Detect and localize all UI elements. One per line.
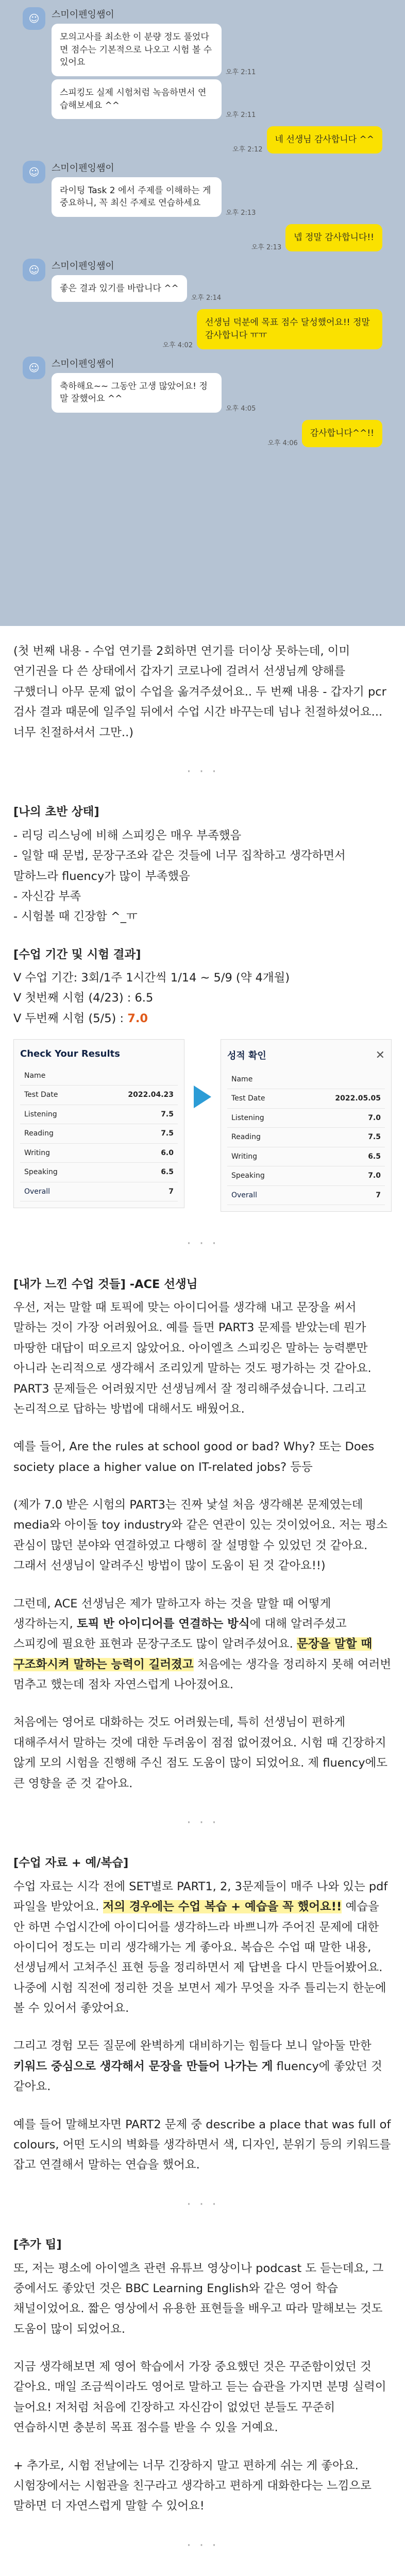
chat-message-right [23, 126, 382, 154]
review-article [0, 626, 405, 2576]
sender-name: 스미이펜잉쌤이 [52, 358, 114, 369]
section-body: 그리고 경험 모든 질문에 완벽하게 대비하기는 힘들다 보니 알아둘 만한 키워드 중심으로 생각해서 문장을 만들어 나가는 게 fluency에 좋았던 것 같아요. [13, 2039, 382, 2094]
profile-avatar-icon[interactable]: ☺ [23, 259, 45, 281]
intro-paragraph: (첫 번째 내용 - 수업 연기를 2회하면 연기를 더이상 못하는데, 이미 연기권을 다 쓴 상태에서 갑자기 코로나에 걸려서 선생님께 양해를 구했더니 아무 문제 없이 수업을 옮겨주셨어요.. 두 번째 내용 - 갑자기 pcr 검사 결과 때문에 일주일 뒤에서 수업 시간 바꾸는데 넘나 친절하셨어요... 너무 친절하셔서 그만..) [13, 645, 386, 739]
final-score: 7.0 [127, 1011, 148, 1025]
section-body: 예를 들어 말해보자면 PART2 문제 중 describe a place that was full of colours, 어떤 도시의 벽화를 생각하면서 색, 디자인, 분위기 등의 키워드를 잡고 연결해서 말하는 연습을 했어요. [13, 2117, 391, 2172]
chat-bubble: 축하해요~~ 그동안 고생 많았어요! 정말 잘했어요 ^^ [52, 373, 222, 413]
score-report-first [13, 1039, 184, 1208]
close-icon[interactable]: ✕ [375, 1049, 385, 1062]
chat-bubble: 모의고사를 최소한 이 분량 정도 풀었다면 점수는 기본적으로 나오고 시험 볼 수 있어요 [52, 24, 222, 76]
section-title: [수업 자료 + 예/복습] [13, 1856, 129, 1870]
score-report-comparison [13, 1039, 392, 1212]
message-time: 오후 2:13 [226, 209, 256, 217]
score-report-title: Check Your Results [20, 1048, 120, 1060]
message-time: 오후 4:02 [162, 341, 193, 349]
chat-bubble-mine: 선생님 덕분에 목표 점수 달성했어요!! 정말 감사합니다 ㅠㅠ [197, 309, 382, 349]
chat-screenshot [0, 0, 405, 626]
chat-bubble: 좋은 결과 있기를 바랍니다 ^^ [52, 275, 187, 302]
table-row: Writing 6.0 [20, 1143, 178, 1163]
results-list: V 수업 기간: 3회/1주 1시간씩 1/14 ~ 5/9 (약 4개월) V 첫번째 시험 (4/23) : 6.5 V 두번째 시험 (5/5) : [13, 971, 290, 1025]
message-time: 오후 4:06 [267, 439, 298, 447]
chat-message-right [23, 309, 382, 349]
score-report-title: 성적 확인 [227, 1050, 266, 1061]
section-body: - 리딩 리스닝에 비해 스피킹은 매우 부족했음 - 일할 때 문법, 문장구조와 같은 것들에 너무 집착하고 생각하면서 말하느라 fluency가 많이 부족했음 - 자신감 부족 - 시험볼 때 긴장함 ^_ㅠ [13, 828, 346, 924]
section-body [13, 968, 392, 1029]
message-time: 오후 4:05 [226, 404, 256, 413]
chat-message-left [23, 7, 382, 119]
emphasis-text: 키워드 중심으로 생각해서 문장을 만들어 나가는 게 [13, 2059, 273, 2073]
table-row: Reading 7.5 [227, 1128, 385, 1147]
profile-avatar-icon[interactable]: ☺ [23, 357, 45, 379]
section-title: [추가 팁] [13, 2238, 62, 2252]
table-row: Overall 7 [227, 1185, 385, 1205]
chat-bubble-mine: 넵 정말 감사합니다!! [285, 224, 382, 251]
chat-bubble: 라이팅 Task 2 에서 주제를 이해하는 게 중요하니, 꼭 최신 주제로 연습하세요 [52, 177, 222, 217]
chat-bubble-mine: 네 선생님 감사합니다 ^^ [267, 126, 383, 154]
table-row: Test Date 2022.05.05 [227, 1089, 385, 1109]
sender-name: 스미이펜잉쌤이 [52, 260, 114, 272]
message-time: 오후 2:11 [226, 68, 256, 76]
highlighted-text: 문장을 말할 때 구조화시켜 말하는 능력이 길러졌고 [13, 1637, 373, 1671]
chat-bubble-mine: 감사합니다^^!! [302, 420, 382, 447]
score-table [227, 1070, 385, 1206]
section-body: 지금 생각해보면 제 영어 학습에서 가장 중요했던 것은 꾸준함이었던 것 같아요. 매일 조금씩이라도 영어로 말하고 듣는 습관을 가지면 분명 실력이 늘어요! 저처럼 처음에 긴장하고 자신감이 없었던 분들도 꾸준히 연습하시면 충분히 목표 점수를 받을 수 있을 거예요. [13, 2360, 386, 2435]
sender-name: 스미이펜잉쌤이 [52, 9, 114, 20]
table-row: Overall 7 [20, 1182, 178, 1201]
section-body: 우선, 저는 말할 때 토픽에 맞는 아이디어를 생각해 내고 문장을 써서 말하는 것이 가장 어려웠어요. 예를 들면 PART3 문제를 받았는데 뭔가 마땅한 대답이 떠오르지 않았어요. 아이엘츠 스피킹은 말하는 능력뿐만 아니라 논리적으로 생각해서 조리있게 말하는 것도 평가하는 것 같아요. PART3 문제들은 어려웠지만 선생님께서 잘 정리해주셨습니다. 그리고 논리적으로 답하는 방법에 대해서도 배웠어요. [13, 1301, 372, 1416]
table-row: Listening 7.0 [227, 1108, 385, 1128]
section-divider: · · · [187, 1236, 218, 1252]
section-divider: · · · [187, 2537, 218, 2553]
table-row: Speaking 6.5 [20, 1163, 178, 1182]
message-time: 오후 2:12 [232, 145, 263, 154]
message-time: 오후 2:14 [191, 294, 222, 302]
sender-name: 스미이펜잉쌤이 [52, 162, 114, 174]
section-body: 처음에는 영어로 대화하는 것도 어려웠는데, 특히 선생님이 편하게 대해주셔서 말하는 것에 대한 두려움이 점점 없어졌어요. 시험 때 긴장하지 않게 모의 시험을 진행해 주신 점도 도움이 많이 되었어요. 제 fluency에도 큰 영향을 준 것 같아요. [13, 1716, 388, 1790]
section-title: [내가 느낀 수업 것들] -ACE 선생님 [13, 1277, 198, 1291]
example-question: 예를 들어, Are the rules at school good or bad? Why? 또는 Does society place a higher value on IT-related jobs? 등등 [13, 1440, 375, 1474]
chat-message-left [23, 259, 382, 302]
table-row: Test Date 2022.04.23 [20, 1086, 178, 1105]
chat-message-right [23, 420, 382, 447]
profile-avatar-icon[interactable]: ☺ [23, 161, 45, 183]
section-divider: · · · [187, 764, 218, 779]
emphasis-text: 토픽 반 아이디어를 연결하는 방식 [76, 1617, 250, 1631]
section-divider: · · · [187, 2196, 218, 2212]
table-row: Listening 7.5 [20, 1105, 178, 1124]
section-title: [수업 기간 및 시험 결과] [13, 947, 141, 961]
section-body: 수업 자료는 시각 전에 SET별로 PART1, 2, 3문제들이 매주 나와 있는 pdf 파일을 받았어요. 저의 경우에는 수업 복습 + 예습을 꼭 했어요!! 예습을 안 하면 수업시간에 아이디어를 생각하느라 바쁘니까 주어진 문제에 대한 아이디어 정도는 미리 생각해가는 게 좋아요. 복습은 수업 때 말한 내용, 선생님께서 고쳐주신 표현 등을 정리하면서 제 답변을 다시 만들어봤어요. 나중에 시험 직전에 정리한 것을 보면서 제가 무엇을 자주 틀리는지 한눈에 볼 수 있어서 좋았어요. [13, 1879, 388, 2015]
score-table [20, 1066, 178, 1202]
chat-bubble: 스피킹도 실제 시험처럼 녹음하면서 연습해보세요 ^^ [52, 79, 222, 119]
section-title: [나의 초반 상태] [13, 805, 99, 819]
section-body: (제가 7.0 받은 시험의 PART3는 진짜 낯설 처음 생각해본 문제였는데 media와 아이돌 toy industry와 같은 연관이 있는 것이었어요. 저는 평소 관심이 많던 분야와 연결하였고 다행히 잘 설명할 수 있었던 것 같아요. 그래서 선생님이 알려주신 방법이 많이 도움이 된 것 같아요!!) [13, 1498, 388, 1573]
chat-message-left [23, 161, 382, 217]
table-row: Writing 6.5 [227, 1147, 385, 1166]
message-time: 오후 2:11 [226, 111, 256, 120]
section-body: 또, 저는 평소에 아이엘츠 관련 유튜브 영상이나 podcast 도 듣는데요, 그 중에서도 좋았던 것은 BBC Learning English와 같은 영어 학습 채널이었어요. 짧은 영상에서 유용한 표현들을 배우고 따라 말해보는 것도 도움이 많이 되었어요. [13, 2261, 384, 2336]
message-time: 오후 2:13 [251, 243, 282, 251]
profile-avatar-icon[interactable]: ☺ [23, 7, 45, 30]
table-row: Name [20, 1066, 178, 1086]
chat-message-left [23, 357, 382, 413]
section-body: 그런데, ACE 선생님은 제가 말하고자 하는 것을 말할 때 어떻게 생각하는지, 토픽 반 아이디어를 연결하는 방식에 대해 알려주셨고 스피킹에 필요한 표현과 문장구조도 많이 알려주셨어요. 문장을 말할 때 구조화시켜 말하는 능력이 길러졌고 처음에는 생각을 정리하지 못해 여러번 멈추고 했는데 점차 자연스럽게 나아졌어요. [13, 1597, 392, 1691]
table-row: Name [227, 1070, 385, 1089]
table-row: Reading 7.5 [20, 1124, 178, 1144]
chat-message-right [23, 224, 382, 251]
highlighted-text: 저의 경우에는 수업 복습 + 예습을 꼭 했어요!! [103, 1900, 342, 1914]
score-report-second [221, 1039, 392, 1212]
section-body: + 추가로, 시험 전날에는 너무 긴장하지 말고 편하게 쉬는 게 좋아요. 시험장에서는 시험관을 친구라고 생각하고 편하게 대화한다는 느낌으로 말하면 더 자연스럽게 말할 수 있어요! [13, 2459, 372, 2513]
section-divider: · · · [187, 1815, 218, 1831]
table-row: Speaking 7.0 [227, 1166, 385, 1186]
arrow-right-icon [194, 1086, 211, 1108]
